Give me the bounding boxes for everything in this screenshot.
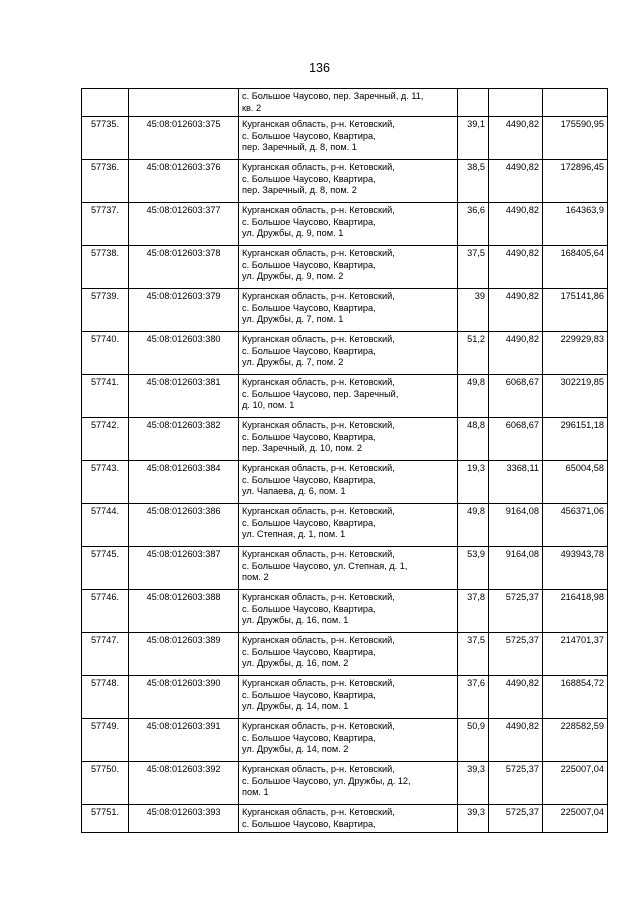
cell-value: 228582,59 bbox=[543, 719, 608, 762]
address-line: ул. Степная, д. 1, пом. 1 bbox=[242, 529, 346, 539]
cell-cadastral: 45:08:012603:379 bbox=[129, 289, 239, 332]
cell-area: 38,5 bbox=[458, 160, 489, 203]
address-line: Курганская область, р-н. Кетовский, bbox=[242, 764, 395, 774]
cell-number: 57749. bbox=[82, 719, 129, 762]
address-line: пер. Заречный, д. 10, пом. 2 bbox=[242, 443, 362, 453]
cell-value: 456371,06 bbox=[543, 504, 608, 547]
address-line: с. Большое Чаусово, Квартира, bbox=[242, 216, 376, 227]
table-row bbox=[82, 160, 608, 203]
cell-rate: 5725,37 bbox=[489, 805, 543, 833]
address-line: с. Большое Чаусово, Квартира, bbox=[242, 818, 376, 829]
cell-rate: 6068,67 bbox=[489, 418, 543, 461]
table-row bbox=[82, 418, 608, 461]
cell-rate: 9164,08 bbox=[489, 504, 543, 547]
cell-rate: 4490,82 bbox=[489, 246, 543, 289]
cell-address bbox=[239, 246, 458, 289]
cell-address bbox=[239, 160, 458, 203]
address-line: пом. 2 bbox=[242, 572, 269, 582]
cell-number: 57735. bbox=[82, 117, 129, 160]
cell-number bbox=[82, 89, 129, 117]
cell-rate: 3368,11 bbox=[489, 461, 543, 504]
cell-number: 57741. bbox=[82, 375, 129, 418]
cell-area: 51,2 bbox=[458, 332, 489, 375]
cell-number: 57744. bbox=[82, 504, 129, 547]
address-line: ул. Дружбы, д. 14, пом. 1 bbox=[242, 701, 349, 711]
address-line: кв. 2 bbox=[242, 102, 262, 113]
cell-value: 216418,98 bbox=[543, 590, 608, 633]
cell-area: 39,3 bbox=[458, 762, 489, 805]
address-line: Курганская область, р-н. Кетовский, bbox=[242, 549, 395, 559]
cell-address bbox=[239, 203, 458, 246]
cell-cadastral: 45:08:012603:375 bbox=[129, 117, 239, 160]
cell-address bbox=[239, 547, 458, 590]
address-line: с. Большое Чаусово, пер. Заречный, bbox=[242, 388, 399, 399]
cell-cadastral: 45:08:012603:380 bbox=[129, 332, 239, 375]
property-table bbox=[81, 88, 608, 833]
address-line: Курганская область, р-н. Кетовский, bbox=[242, 291, 395, 301]
address-line: Курганская область, р-н. Кетовский, bbox=[242, 635, 395, 645]
address-line: Курганская область, р-н. Кетовский, bbox=[242, 162, 395, 172]
table-row bbox=[82, 117, 608, 160]
cell-address bbox=[239, 633, 458, 676]
cell-number: 57751. bbox=[82, 805, 129, 833]
cell-cadastral: 45:08:012603:388 bbox=[129, 590, 239, 633]
address-line: Курганская область, р-н. Кетовский, bbox=[242, 377, 395, 387]
cell-number: 57745. bbox=[82, 547, 129, 590]
table-row bbox=[82, 461, 608, 504]
cell-number: 57743. bbox=[82, 461, 129, 504]
cell-address bbox=[239, 418, 458, 461]
cell-cadastral: 45:08:012603:390 bbox=[129, 676, 239, 719]
address-line: пер. Заречный, д. 8, пом. 1 bbox=[242, 142, 357, 152]
cell-area: 48,8 bbox=[458, 418, 489, 461]
cell-area: 37,8 bbox=[458, 590, 489, 633]
cell-address bbox=[239, 461, 458, 504]
cell-area: 49,8 bbox=[458, 504, 489, 547]
address-line: с. Большое Чаусово, Квартира, bbox=[242, 517, 376, 528]
table-row bbox=[82, 375, 608, 418]
address-line: пом. 1 bbox=[242, 787, 269, 797]
cell-area: 39,3 bbox=[458, 805, 489, 833]
cell-cadastral: 45:08:012603:384 bbox=[129, 461, 239, 504]
cell-value: 175141,86 bbox=[543, 289, 608, 332]
cell-value: 225007,04 bbox=[543, 762, 608, 805]
cell-value: 168854,72 bbox=[543, 676, 608, 719]
address-line: с. Большое Чаусово, Квартира, bbox=[242, 646, 376, 657]
table-row bbox=[82, 805, 608, 833]
cell-cadastral: 45:08:012603:382 bbox=[129, 418, 239, 461]
cell-area: 37,5 bbox=[458, 633, 489, 676]
cell-address bbox=[239, 676, 458, 719]
cell-area: 50,9 bbox=[458, 719, 489, 762]
address-line: с. Большое Чаусово, Квартира, bbox=[242, 130, 376, 141]
table-body bbox=[82, 89, 608, 833]
cell-rate: 4490,82 bbox=[489, 719, 543, 762]
address-line: с. Большое Чаусово, Квартира, bbox=[242, 173, 376, 184]
cell-number: 57737. bbox=[82, 203, 129, 246]
cell-value: 172896,45 bbox=[543, 160, 608, 203]
page-number: 136 bbox=[309, 61, 330, 75]
cell-address bbox=[239, 332, 458, 375]
cell-number: 57736. bbox=[82, 160, 129, 203]
table-row bbox=[82, 289, 608, 332]
address-line: ул. Дружбы, д. 9, пом. 2 bbox=[242, 271, 344, 281]
address-line: с. Большое Чаусово, Квартира, bbox=[242, 345, 376, 356]
cell-rate: 5725,37 bbox=[489, 633, 543, 676]
cell-cadastral: 45:08:012603:381 bbox=[129, 375, 239, 418]
cell-value bbox=[543, 89, 608, 117]
address-line: ул. Дружбы, д. 16, пом. 2 bbox=[242, 658, 349, 668]
cell-number: 57746. bbox=[82, 590, 129, 633]
address-line: Курганская область, р-н. Кетовский, bbox=[242, 248, 395, 258]
address-line: с. Большое Чаусово, пер. Заречный, д. 11, bbox=[242, 91, 424, 101]
cell-rate: 6068,67 bbox=[489, 375, 543, 418]
address-line: ул. Дружбы, д. 14, пом. 2 bbox=[242, 744, 349, 754]
cell-rate: 4490,82 bbox=[489, 289, 543, 332]
cell-value: 164363,9 bbox=[543, 203, 608, 246]
table-row bbox=[82, 633, 608, 676]
address-line: д. 10, пом. 1 bbox=[242, 400, 295, 410]
cell-address bbox=[239, 375, 458, 418]
cell-address bbox=[239, 289, 458, 332]
table-row bbox=[82, 246, 608, 289]
cell-value: 65004,58 bbox=[543, 461, 608, 504]
address-line: пер. Заречный, д. 8, пом. 2 bbox=[242, 185, 357, 195]
address-line: с. Большое Чаусово, Квартира, bbox=[242, 732, 376, 743]
address-line: с. Большое Чаусово, Квартира, bbox=[242, 474, 376, 485]
address-line: Курганская область, р-н. Кетовский, bbox=[242, 807, 395, 817]
cell-rate: 4490,82 bbox=[489, 160, 543, 203]
address-line: с. Большое Чаусово, Квартира, bbox=[242, 259, 376, 270]
cell-cadastral: 45:08:012603:389 bbox=[129, 633, 239, 676]
cell-value: 225007,04 bbox=[543, 805, 608, 833]
cell-address bbox=[239, 89, 458, 117]
table-row bbox=[82, 203, 608, 246]
cell-number: 57738. bbox=[82, 246, 129, 289]
cell-value: 175590,95 bbox=[543, 117, 608, 160]
cell-value: 302219,85 bbox=[543, 375, 608, 418]
cell-number: 57739. bbox=[82, 289, 129, 332]
cell-area: 36,6 bbox=[458, 203, 489, 246]
cell-address bbox=[239, 719, 458, 762]
cell-cadastral: 45:08:012603:376 bbox=[129, 160, 239, 203]
cell-number: 57742. bbox=[82, 418, 129, 461]
cell-value: 214701,37 bbox=[543, 633, 608, 676]
address-line: Курганская область, р-н. Кетовский, bbox=[242, 506, 395, 516]
cell-address bbox=[239, 590, 458, 633]
address-line: Курганская область, р-н. Кетовский, bbox=[242, 592, 395, 602]
cell-address bbox=[239, 504, 458, 547]
table-row bbox=[82, 590, 608, 633]
table-row bbox=[82, 547, 608, 590]
cell-rate: 5725,37 bbox=[489, 590, 543, 633]
cell-rate: 4490,82 bbox=[489, 203, 543, 246]
cell-cadastral: 45:08:012603:378 bbox=[129, 246, 239, 289]
cell-cadastral: 45:08:012603:391 bbox=[129, 719, 239, 762]
address-line: с. Большое Чаусово, ул. Степная, д. 1, bbox=[242, 560, 408, 571]
table-row bbox=[82, 762, 608, 805]
address-line: Курганская область, р-н. Кетовский, bbox=[242, 420, 395, 430]
cell-cadastral: 45:08:012603:377 bbox=[129, 203, 239, 246]
address-line: с. Большое Чаусово, ул. Дружбы, д. 12, bbox=[242, 775, 411, 786]
cell-value: 493943,78 bbox=[543, 547, 608, 590]
cell-cadastral: 45:08:012603:386 bbox=[129, 504, 239, 547]
cell-rate: 4490,82 bbox=[489, 676, 543, 719]
table-row bbox=[82, 504, 608, 547]
cell-number: 57750. bbox=[82, 762, 129, 805]
address-line: с. Большое Чаусово, Квартира, bbox=[242, 431, 376, 442]
table-row bbox=[82, 676, 608, 719]
continuation-row bbox=[82, 89, 608, 117]
address-line: ул. Дружбы, д. 7, пом. 2 bbox=[242, 357, 344, 367]
cell-area: 39,1 bbox=[458, 117, 489, 160]
address-line: Курганская область, р-н. Кетовский, bbox=[242, 119, 395, 129]
cell-area: 49,8 bbox=[458, 375, 489, 418]
cell-rate: 9164,08 bbox=[489, 547, 543, 590]
cell-cadastral: 45:08:012603:392 bbox=[129, 762, 239, 805]
cell-area: 19,3 bbox=[458, 461, 489, 504]
cell-cadastral: 45:08:012603:387 bbox=[129, 547, 239, 590]
cell-address bbox=[239, 117, 458, 160]
cell-area: 39 bbox=[458, 289, 489, 332]
address-line: Курганская область, р-н. Кетовский, bbox=[242, 205, 395, 215]
address-line: с. Большое Чаусово, Квартира, bbox=[242, 689, 376, 700]
cell-rate: 4490,82 bbox=[489, 332, 543, 375]
cell-cadastral: 45:08:012603:393 bbox=[129, 805, 239, 833]
cell-cadastral bbox=[129, 89, 239, 117]
cell-number: 57748. bbox=[82, 676, 129, 719]
cell-rate: 4490,82 bbox=[489, 117, 543, 160]
cell-rate: 5725,37 bbox=[489, 762, 543, 805]
cell-value: 229929,83 bbox=[543, 332, 608, 375]
address-line: ул. Дружбы, д. 16, пом. 1 bbox=[242, 615, 349, 625]
address-line: ул. Дружбы, д. 9, пом. 1 bbox=[242, 228, 344, 238]
cell-value: 296151,18 bbox=[543, 418, 608, 461]
cell-rate bbox=[489, 89, 543, 117]
address-line: Курганская область, р-н. Кетовский, bbox=[242, 463, 395, 473]
table-row bbox=[82, 719, 608, 762]
cell-number: 57740. bbox=[82, 332, 129, 375]
cell-number: 57747. bbox=[82, 633, 129, 676]
table-row bbox=[82, 332, 608, 375]
cell-area: 37,6 bbox=[458, 676, 489, 719]
cell-address bbox=[239, 762, 458, 805]
cell-area: 53,9 bbox=[458, 547, 489, 590]
address-line: ул. Чапаева, д. 6, пом. 1 bbox=[242, 486, 346, 496]
address-line: с. Большое Чаусово, Квартира, bbox=[242, 302, 376, 313]
address-line: Курганская область, р-н. Кетовский, bbox=[242, 721, 395, 731]
address-line: Курганская область, р-н. Кетовский, bbox=[242, 334, 395, 344]
cell-area bbox=[458, 89, 489, 117]
cell-address bbox=[239, 805, 458, 833]
address-line: с. Большое Чаусово, Квартира, bbox=[242, 603, 376, 614]
address-line: Курганская область, р-н. Кетовский, bbox=[242, 678, 395, 688]
address-line: ул. Дружбы, д. 7, пом. 1 bbox=[242, 314, 344, 324]
cell-value: 168405,64 bbox=[543, 246, 608, 289]
cell-area: 37,5 bbox=[458, 246, 489, 289]
